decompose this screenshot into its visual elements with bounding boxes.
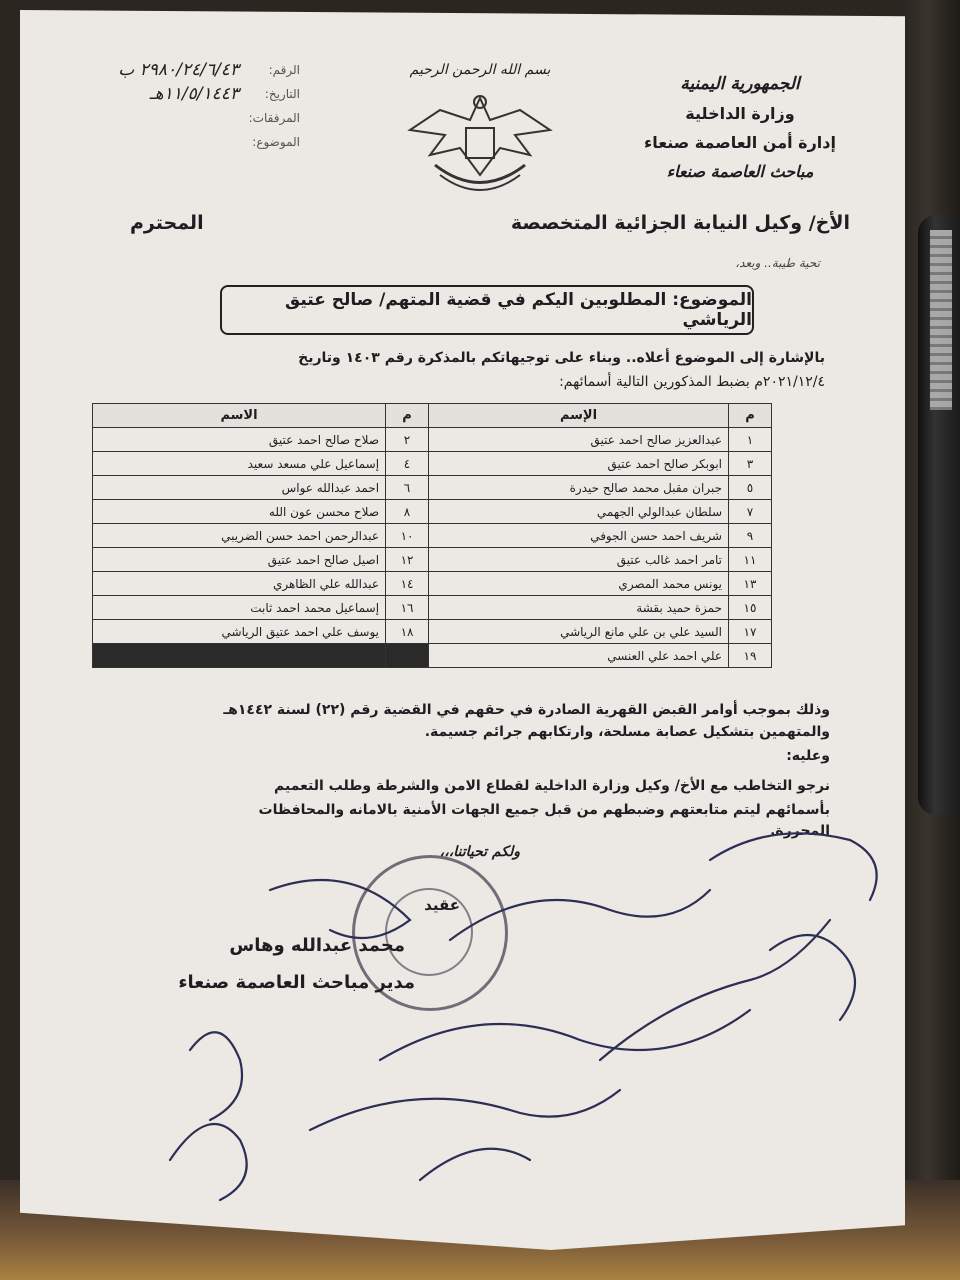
row-name: علي احمد علي العنسي — [429, 644, 729, 668]
table-row — [93, 548, 772, 572]
unit-name: مباحث العاصمة صنعاء — [666, 162, 814, 181]
respected: المحترم — [130, 212, 204, 234]
row-name — [93, 644, 386, 668]
row-num: ٩ — [729, 524, 772, 548]
signatory-title: مدير مباحث العاصمة صنعاء — [178, 972, 415, 993]
row-name: ابوبكر صالح احمد عتيق — [429, 452, 729, 476]
date-value: ١١/٥/١٤٤٣هـ — [149, 84, 239, 104]
row-name: جبران مقبل محمد صالح حيدرة — [429, 476, 729, 500]
row-num: ١٠ — [386, 524, 429, 548]
signatory-rank: عقيد — [424, 896, 460, 914]
row-name: عبدالرحمن احمد حسن الضريبي — [93, 524, 386, 548]
table-row — [93, 500, 772, 524]
row-name: شريف احمد حسن الجوفي — [429, 524, 729, 548]
table-row — [93, 572, 772, 596]
row-num: ١١ — [729, 548, 772, 572]
letterhead — [640, 70, 840, 186]
table-row — [93, 620, 772, 644]
row-name: عبدالعزيز صالح احمد عتيق — [429, 428, 729, 452]
wa-alayh: وعليه: — [786, 748, 830, 764]
ref-label: الرقم: — [268, 63, 300, 77]
date-label: التاريخ: — [264, 87, 300, 101]
row-num: ٦ — [386, 476, 429, 500]
row-num: ١ — [729, 428, 772, 452]
attachments-label: المرفقات: — [248, 111, 300, 125]
table-row — [93, 524, 772, 548]
intro-line-1: بالإشارة إلى الموضوع أعلاه.. وبناء على توجيهاتكم بالمذكرة رقم ١٤٠٣ وتاريخ — [298, 350, 825, 366]
row-num: ٤ — [386, 452, 429, 476]
intro-line-2: ٢٠٢١/١٢/٤م بضبط المذكورين التالية أسمائهم: — [559, 374, 825, 390]
row-name: عبدالله علي الظاهري — [93, 572, 386, 596]
row-num: ٢ — [386, 428, 429, 452]
header-num: م — [729, 404, 772, 428]
row-num: ١٨ — [386, 620, 429, 644]
row-num: ٧ — [729, 500, 772, 524]
greeting: تحية طيبة.. وبعد، — [735, 256, 820, 270]
row-num: ٥ — [729, 476, 772, 500]
row-name: يونس محمد المصري — [429, 572, 729, 596]
reference-block — [40, 58, 300, 154]
row-name: سلطان عبدالولي الجهمي — [429, 500, 729, 524]
country-name: الجمهورية اليمنية — [680, 74, 800, 94]
row-num: ١٧ — [729, 620, 772, 644]
signatory-name: محمد عبدالله وهاس — [229, 935, 405, 956]
body-line-2: والمتهمين بتشكيل عصابة مسلحة، وارتكابهم جرائم جسيمة. — [424, 724, 830, 740]
subject-box: الموضوع: المطلوبين اليكم في قضية المتهم/ صالح عتيق الرياشي — [220, 285, 754, 335]
addressee: الأخ/ وكيل النيابة الجزائية المتخصصة — [510, 212, 850, 234]
names-table — [92, 403, 772, 668]
row-num: ١٢ — [386, 548, 429, 572]
basmala: بسم الله الرحمن الرحيم — [409, 62, 551, 78]
row-name: إسماعيل علي مسعد سعيد — [93, 452, 386, 476]
subject-label: الموضوع: — [252, 135, 300, 149]
row-num: ١٩ — [729, 644, 772, 668]
table-row — [93, 644, 772, 668]
table-row — [93, 476, 772, 500]
request-line-1: نرجو التخاطب مع الأخ/ وكيل وزارة الداخلية لقطاع الامن والشرطة وطلب التعميم — [274, 778, 830, 794]
header-name: الإسم — [429, 404, 729, 428]
row-num: ١٥ — [729, 596, 772, 620]
row-num — [386, 644, 429, 668]
row-name: اصيل صالح احمد عتيق — [93, 548, 386, 572]
request-line-2: بأسمائهم ليتم متابعتهم وضبطهم من قبل جميع الجهات الأمنية بالامانه والمحافظات المحررة. — [258, 802, 830, 839]
row-name: يوسف علي احمد عتيق الرياشي — [93, 620, 386, 644]
national-emblem-icon — [400, 80, 560, 200]
row-name: تامر احمد غالب عتيق — [429, 548, 729, 572]
row-num: ٨ — [386, 500, 429, 524]
table-header-row — [93, 404, 772, 428]
ref-value: ٢٩٨٠/٢٤/٦/٤٣ ب — [118, 60, 239, 80]
row-name: احمد عبدالله عواس — [93, 476, 386, 500]
department-name: إدارة أمن العاصمة صنعاء — [644, 133, 836, 152]
row-name: حمزة حميد بقشة — [429, 596, 729, 620]
row-num: ١٣ — [729, 572, 772, 596]
row-num: ٣ — [729, 452, 772, 476]
header-name: الاسم — [93, 404, 386, 428]
table-row — [93, 452, 772, 476]
thanks: ولكم تحياتنا،،، — [439, 844, 520, 860]
header-num: م — [386, 404, 429, 428]
row-name: صلاح محسن عون الله — [93, 500, 386, 524]
row-num: ١٦ — [386, 596, 429, 620]
row-name: إسماعيل محمد احمد ثابت — [93, 596, 386, 620]
pen-label — [930, 230, 952, 410]
table-row — [93, 428, 772, 452]
row-name: صلاح صالح احمد عتيق — [93, 428, 386, 452]
ministry-name: وزارة الداخلية — [685, 104, 795, 123]
row-num: ١٤ — [386, 572, 429, 596]
row-name: السيد علي بن علي مانع الرياشي — [429, 620, 729, 644]
table-row — [93, 596, 772, 620]
handwritten-annotation — [150, 800, 910, 1220]
body-line-1: وذلك بموجب أوامر القبض القهرية الصادرة في حقهم في القضية رقم (٢٢) لسنة ١٤٤٢هـ — [223, 702, 830, 718]
